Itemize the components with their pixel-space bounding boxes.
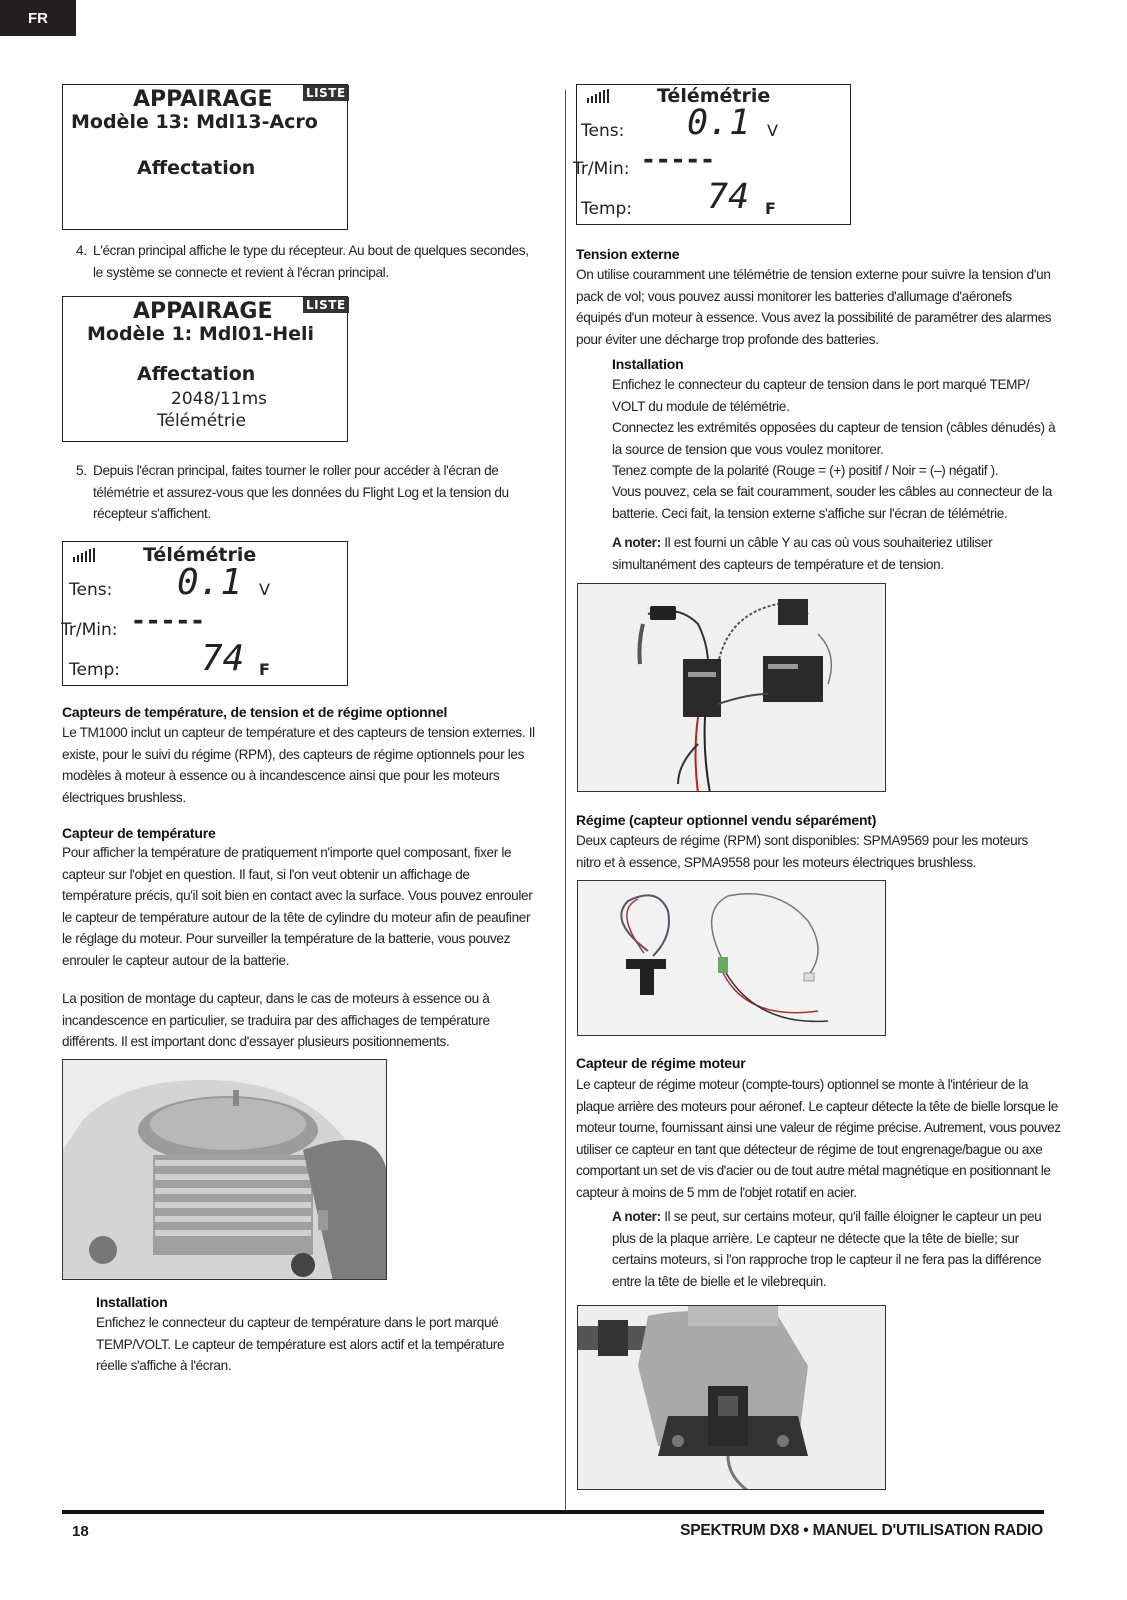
voltage-install-p2: Connectez les extrémités opposées du capteur de tension (câbles dénudés) à la source de tension que vous voulez monitorer. — [612, 420, 1056, 457]
voltage-unit: V — [259, 580, 270, 599]
signal-icon — [587, 89, 613, 103]
telemetry-module-photo — [577, 583, 886, 792]
temperature-sensor-heading: Capteur de température — [62, 825, 216, 841]
model-name: Modèle 13: Mdl13-Acro — [71, 111, 318, 133]
step-number: 5. — [76, 463, 87, 478]
pairing-screen-2 — [62, 296, 348, 442]
rpm-optional-paragraph: Deux capteurs de régime (RPM) sont disponibles: SPMA9569 pour les moteurs nitro et à essence, SPMA9558 pour les moteurs électriques brushless. — [576, 833, 1028, 870]
temperature-value: 74 — [201, 638, 245, 679]
voltage-install-p3: Tenez compte de la polarité (Rouge = (+) positif / Noir = (–) négatif ). — [612, 463, 999, 478]
footer-title: SPEKTRUM DX8 • MANUEL D'UTILISATION RADIO — [680, 1522, 1043, 1539]
engine-rpm-sensor-paragraph: Le capteur de régime moteur (compte-tours) optionnel se monte à l'intérieur de la plaque arrière des moteurs pour aéronef. Le capteur détecte la tête de bielle lorsque le moteur tourne, fournissant ainsi une valeur de régime précise. Autrement, vous pouvez utiliser ce capteur en tant que détecteur de régime de tout engrenage/bague ou axe comportant un set de vis d'acier ou de tout autre métal magnétique en positionnant le capteur à moins de 5 mm de l'objet rotatif en acier. — [576, 1077, 1061, 1200]
language-tab: FR — [0, 0, 76, 36]
temperature-label: Temp: — [69, 660, 121, 680]
temperature-paragraph-1: Pour afficher la température de pratiquement n'importe quel composant, fixer le capteur sur l'objet en question. Il faut, si l'on veut obtenir un affichage de température précis, qu'il soit bien en contact avec la surface. Vous pouvez enrouler le capteur de température autour de la tête de cylindre du moteur afin de peaufiner le réglage du moteur. Pour surveiller la température de la batterie, vous pouvez enrouler le capteur autour de la batterie. — [62, 845, 533, 968]
engine-rpm-mount-photo — [577, 1305, 886, 1490]
note-backplate — [612, 1206, 1058, 1292]
temperature-label: Temp: — [581, 199, 633, 219]
temperature-unit: F — [765, 199, 776, 218]
signal-icon — [73, 548, 99, 562]
model-name: Modèle 1: Mdl01-Heli — [87, 323, 315, 345]
footer-rule — [62, 1510, 1044, 1514]
voltage-label: Tens: — [69, 580, 113, 600]
rpm-optional-heading: Régime (capteur optionnel vendu séparément) — [576, 812, 877, 828]
note-text: Il est fourni un câble Y au cas où vous souhaiteriez utiliser simultanément des capteurs de température et de tension. — [612, 535, 993, 572]
note-label: A noter: — [612, 535, 661, 550]
voltage-value: 0.1 — [177, 562, 243, 603]
pairing-title: APPAIRAGE — [133, 299, 273, 324]
voltage-unit: V — [767, 121, 778, 140]
sensors-paragraph: Le TM1000 inclut un capteur de température et des capteurs de tension externes. Il existe, pour le suivi du régime (RPM), des capteurs de régime optionnels pour les modèles à moteur à essence ou à incandescence ainsi que pour les moteurs électriques brushless. — [62, 725, 535, 805]
pairing-status: Affectation — [137, 363, 256, 385]
temperature-install-paragraph: Enfichez le connecteur du capteur de température dans le port marqué TEMP/VOLT. Le capteur de température est alors actif et la température réelle s'affiche à l'écran. — [96, 1315, 505, 1374]
temperature-paragraph-2: La position de montage du capteur, dans le cas de moteurs à essence ou à incandescence en particulier, se traduira par des affichages de température différents. Il est important donc d'essayer plusieurs positionnements. — [62, 991, 490, 1050]
temperature-unit: F — [259, 660, 270, 679]
voltage-install-p1: Enfichez le connecteur du capteur de tension dans le port marqué TEMP/ VOLT du module de télémétrie. — [612, 377, 1030, 414]
step-text: L'écran principal affiche le type du récepteur. Au bout de quelques secondes, le système se connecte et revient à l'écran principal. — [93, 243, 529, 280]
voltage-value: 0.1 — [687, 103, 751, 143]
voltage-install-heading: Installation — [612, 356, 684, 372]
liste-badge: LISTE — [303, 85, 349, 101]
note-y-cable — [612, 532, 1052, 575]
engine-cylinder-photo — [62, 1059, 387, 1280]
telemetry-screen-right — [573, 84, 851, 225]
telemetry-screen-left — [62, 541, 348, 686]
engine-rpm-sensor-heading: Capteur de régime moteur — [576, 1055, 746, 1071]
note-label: A noter: — [612, 1209, 661, 1224]
pairing-status: Affectation — [137, 157, 256, 179]
step-text: Depuis l'écran principal, faites tourner le roller pour accéder à l'écran de télémétrie et assurez-vous que les données du Flight Log et la tension du récepteur s'affichent. — [93, 463, 509, 522]
external-voltage-heading: Tension externe — [576, 246, 680, 262]
temperature-install-heading: Installation — [96, 1294, 168, 1310]
frame-rate: 2048/11ms — [171, 389, 268, 409]
rpm-sensors-photo — [577, 880, 886, 1036]
pairing-title: APPAIRAGE — [133, 87, 273, 112]
liste-badge: LISTE — [303, 297, 349, 313]
rpm-label: Tr/Min: — [573, 159, 630, 179]
telemetry-title: Télémétrie — [657, 85, 771, 107]
pairing-screen-1 — [62, 84, 348, 230]
rpm-label: Tr/Min: — [61, 620, 118, 640]
column-divider — [565, 90, 566, 1510]
voltage-install-p4: Vous pouvez, cela se fait couramment, souder les câbles au connecteur de la batterie. Ceci fait, la tension externe s'affiche sur l'écran de télémétrie. — [612, 484, 1052, 521]
rpm-value: ----- — [643, 145, 717, 175]
telemetry-label: Télémétrie — [157, 411, 246, 431]
voltage-label: Tens: — [581, 121, 625, 141]
sensors-heading: Capteurs de température, de tension et de régime optionnel — [62, 704, 448, 720]
telemetry-title: Télémétrie — [143, 544, 257, 566]
temperature-value: 74 — [707, 177, 750, 217]
step-number: 4. — [76, 243, 87, 258]
page-number: 18 — [72, 1523, 89, 1540]
external-voltage-paragraph: On utilise couramment une télémétrie de tension externe pour suivre la tension d'un pack de vol; vous pouvez aussi monitorer les batteries d'allumage d'aéronefs équipés d'un moteur à essence. Vous avez la possibilité de paramétrer des alarmes pour éviter une décharge trop profonde des batteries. — [576, 267, 1052, 347]
rpm-value: ----- — [133, 606, 207, 636]
note-text: Il se peut, sur certains moteur, qu'il faille éloigner le capteur un peu plus de la plaque arrière. Le capteur ne détecte que la tête de bielle; sur certains moteurs, si l'on rapproche trop le capteur il ne fera pas la différence entre la tête de bielle et le vilebrequin. — [612, 1209, 1042, 1289]
